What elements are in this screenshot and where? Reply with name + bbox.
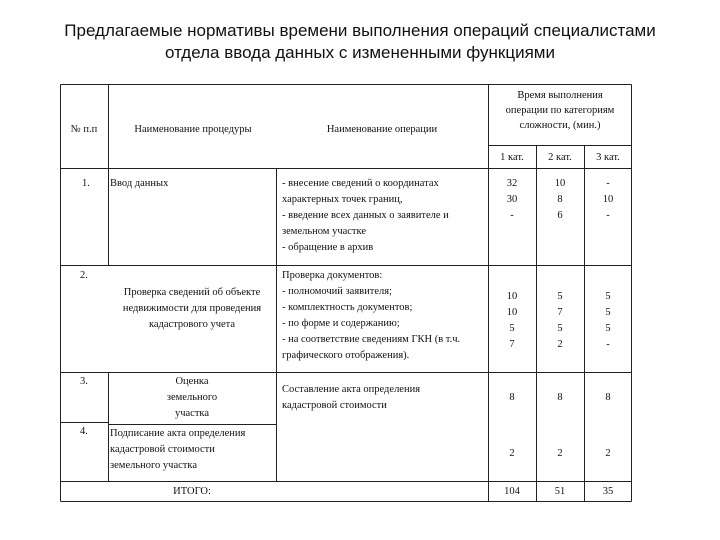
row-2-procedure	[108, 285, 276, 333]
procedure-line: Проверка сведений об объекте	[123, 287, 261, 298]
procedure-line: кадастрового учета	[148, 319, 236, 330]
operation-line: - обращение в архив	[282, 242, 374, 253]
value-cell: 7	[557, 307, 563, 318]
row-3-cat3: 8	[605, 392, 611, 403]
header-time-group-line: сложности, (мин.)	[519, 120, 601, 131]
row-2-num: 2.	[80, 270, 88, 281]
operation-line: характерных точек границ,	[282, 194, 403, 205]
header-num: № п.п	[70, 124, 98, 135]
value-cell: 6	[557, 210, 563, 221]
header-time-group-line: Время выполнения	[517, 90, 603, 101]
row-3-cat2: 8	[557, 392, 563, 403]
operation-line: - по форме и содержанию;	[282, 318, 400, 329]
header-operation: Наименование операции	[326, 124, 438, 135]
procedure-line: земельного участка	[110, 460, 197, 471]
row-2-operation	[282, 268, 488, 364]
value-cell: 10	[602, 194, 614, 205]
header-cat2: 2 кат.	[548, 152, 572, 163]
row-1-cat1	[488, 176, 536, 224]
value-cell: 7	[509, 339, 515, 350]
total-cat3: 35	[602, 486, 614, 497]
row-4-cat2: 2	[557, 448, 563, 459]
procedure-line: Ввод данных	[110, 178, 169, 189]
procedure-line: участка	[174, 408, 210, 419]
row-1-num: 1.	[82, 178, 90, 189]
operation-line: - внесение сведений о координатах	[282, 178, 439, 189]
row-2-cat3	[584, 289, 632, 353]
operation-line: графического отображения).	[282, 350, 410, 361]
procedure-line: земельного	[166, 392, 218, 403]
total-label: ИТОГО:	[173, 486, 211, 497]
title-line-1: Предлагаемые нормативы времени выполнения операций специалистами	[64, 21, 656, 40]
header-procedure: Наименование процедуры	[134, 124, 252, 135]
value-cell: 5	[605, 307, 611, 318]
page-title	[0, 20, 720, 64]
row-2-cat1	[488, 289, 536, 353]
operation-line: - полномочий заявителя;	[282, 286, 392, 297]
procedure-line: кадастровой стоимости	[110, 444, 215, 455]
row-3-procedure	[108, 374, 276, 422]
value-cell: 5	[509, 323, 515, 334]
value-cell: 5	[557, 291, 563, 302]
norms-table	[60, 84, 632, 502]
procedure-line: Оценка	[175, 376, 209, 387]
value-cell: -	[606, 178, 610, 189]
value-cell: -	[510, 210, 514, 221]
value-cell: 32	[506, 178, 518, 189]
header-time-group-line: операции по категориям	[505, 105, 615, 116]
value-cell: -	[606, 339, 610, 350]
operation-line: Проверка документов:	[282, 270, 383, 281]
header-time-group	[488, 88, 632, 133]
value-cell: 30	[506, 194, 518, 205]
row-1-cat2	[536, 176, 584, 224]
value-cell: -	[606, 210, 610, 221]
value-cell: 5	[605, 291, 611, 302]
value-cell: 5	[605, 323, 611, 334]
total-cat1: 104	[504, 486, 520, 497]
value-cell: 8	[557, 194, 563, 205]
row-1-operation	[282, 176, 488, 256]
value-cell: 2	[557, 339, 563, 350]
row-4-procedure	[110, 426, 276, 474]
row-4-num: 4.	[80, 426, 88, 437]
row-3-num: 3.	[80, 376, 88, 387]
procedure-line: недвижимости для проведения	[122, 303, 262, 314]
row-1-procedure	[110, 176, 168, 192]
value-cell: 5	[557, 323, 563, 334]
header-cat3: 3 кат.	[596, 152, 620, 163]
operation-line: земельном участке	[282, 226, 367, 237]
procedure-line: Подписание акта определения	[110, 428, 246, 439]
row-2-cat2	[536, 289, 584, 353]
operation-line: кадастровой стоимости	[282, 400, 387, 411]
title-line-2: отдела ввода данных с измененными функциями	[165, 43, 555, 62]
row-3-cat1: 8	[509, 392, 515, 403]
value-cell: 10	[554, 178, 566, 189]
row-3-operation	[282, 382, 488, 414]
operation-line: - комплектность документов;	[282, 302, 413, 313]
operation-line: - на соответствие сведениям ГКН (в т.ч.	[282, 334, 461, 345]
row-1-cat3	[584, 176, 632, 224]
total-cat2: 51	[554, 486, 566, 497]
operation-line: Составление акта определения	[282, 384, 421, 395]
header-cat1: 1 кат.	[500, 152, 524, 163]
value-cell: 10	[506, 307, 518, 318]
value-cell: 10	[506, 291, 518, 302]
row-4-cat1: 2	[509, 448, 515, 459]
operation-line: - введение всех данных о заявителе и	[282, 210, 449, 221]
row-4-cat3: 2	[605, 448, 611, 459]
